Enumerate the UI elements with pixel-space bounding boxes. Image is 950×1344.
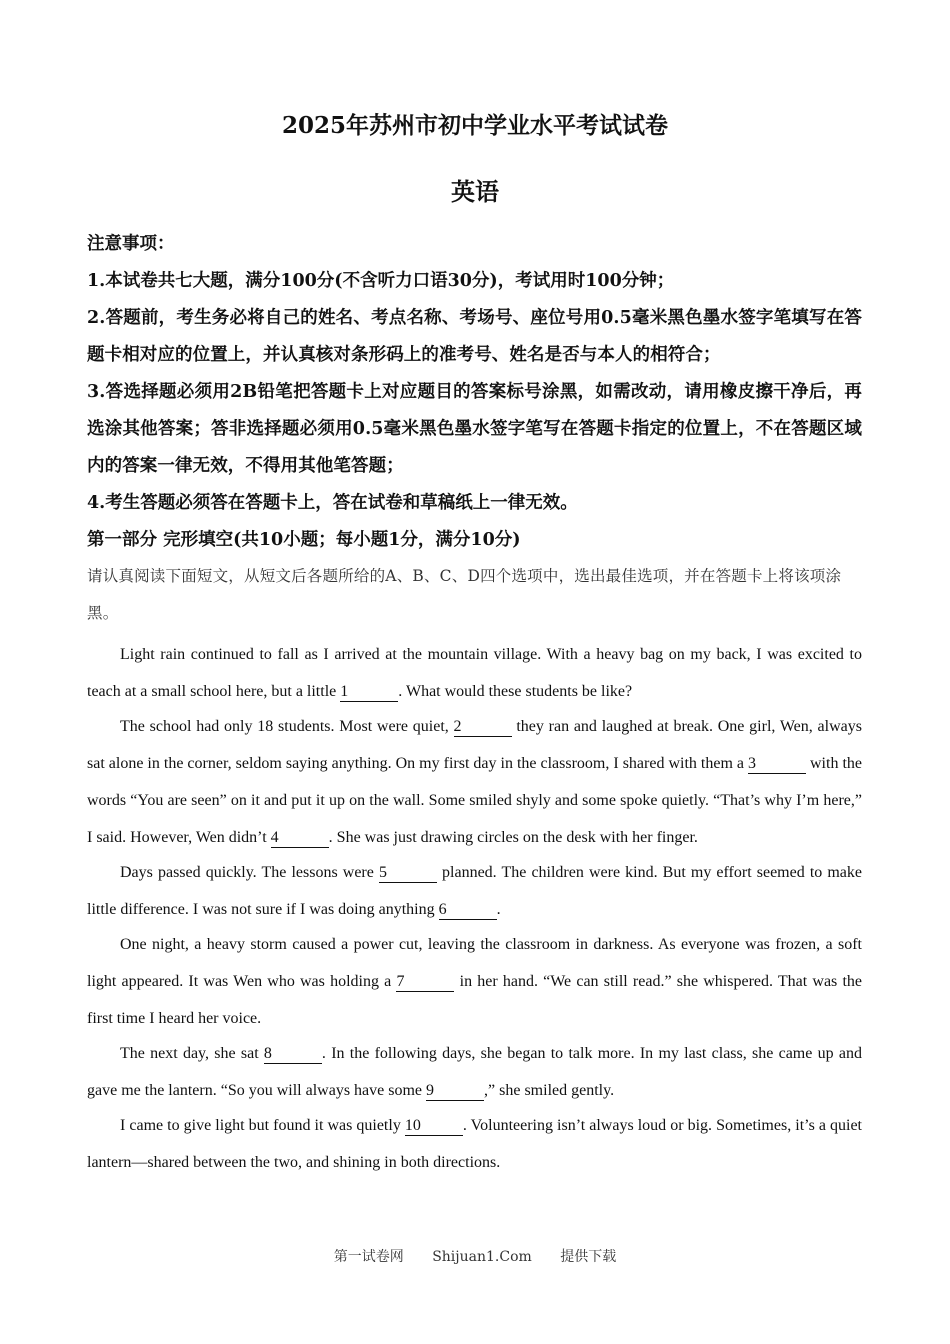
passage-text: ,” she smiled gently. — [484, 1082, 615, 1099]
exam-title: 2025年苏州市初中学业水平考试试卷 — [281, 112, 668, 139]
passage-text: Light rain continued to fall as I arrived at the mountain village. With a heavy bag on my back, I was excited to teach at a small school here, but a little — [87, 646, 862, 700]
passage-text: One night, a heavy storm caused a power cut, leaving the classroom in darkness. As everyone was frozen, a soft light appeared. It was Wen who was holding a — [87, 936, 862, 990]
notice-item-4: 4.考生答题必须答在答题卡上，答在试卷和草稿纸上一律无效。 — [87, 493, 578, 513]
blank-6: 6 — [439, 901, 497, 920]
passage-paragraph-5 — [87, 1035, 862, 1109]
passage-text: in her hand. “We can still read.” she whispered. That was the first time I heard her voice. — [87, 973, 863, 1027]
passage-paragraph-3 — [87, 854, 862, 928]
cloze-passage — [87, 636, 862, 1181]
passage-text: with the words “You are seen” on it and put it up on the wall. Some smiled shyly and some spoke quietly. “That’s why I’m here,” I said. However, Wen didn’t — [87, 755, 862, 846]
section-direction: 请认真阅读下面短文，从短文后各题所给的A、B、C、D四个选项中，选出最佳选项，并在答题卡上将该项涂黑。 — [87, 567, 842, 622]
passage-text: The school had only 18 students. Most were quiet, — [120, 718, 454, 735]
passage-text: I came to give light but found it was quietly — [120, 1117, 405, 1134]
blank-2: 2 — [454, 718, 512, 737]
passage-paragraph-4 — [87, 926, 862, 1037]
passage-text: The next day, she sat — [120, 1045, 264, 1062]
passage-paragraph-6 — [87, 1107, 862, 1181]
footer-note: 提供下载 — [560, 1249, 617, 1265]
notice-item-3: 3.答选择题必须用2B铅笔把答题卡上对应题目的答案标号涂黑，如需改动，请用橡皮擦干净后，再选涂其他答案；答非选择题必须用0.5毫米黑色墨水签字笔写在答题卡指定的位置上，不在答题区域内的答案一律无效，不得用其他笔答题； — [87, 382, 862, 476]
passage-text: . What would these students be like? — [398, 683, 633, 700]
blank-4: 4 — [271, 829, 329, 848]
notice-heading: 注意事项： — [87, 234, 175, 254]
exam-content — [87, 226, 862, 1181]
footer-site-name: 第一试卷网 — [333, 1249, 404, 1265]
notice-item-1: 1.本试卷共七大题，满分100分(不含听力口语30分)，考试用时100分钟； — [87, 271, 675, 291]
blank-3: 3 — [748, 755, 806, 774]
section-title: 第一部分 完形填空(共10小题；每小题1分，满分10分) — [87, 530, 521, 550]
passage-text: . She was just drawing circles on the desk with her finger. — [328, 829, 698, 846]
blank-8: 8 — [264, 1045, 322, 1064]
blank-5: 5 — [379, 864, 437, 883]
passage-text: . Volunteering isn’t always loud or big. Sometimes, it’s a quiet lantern—shared between the two, and shining in both directions. — [87, 1117, 863, 1171]
passage-text: . — [496, 901, 501, 918]
passage-text: . In the following days, she began to talk more. In my last class, she came up and gave me the lantern. “So you will always have some — [87, 1045, 862, 1099]
passage-paragraph-2 — [87, 708, 862, 856]
passage-text: Days passed quickly. The lessons were — [120, 864, 379, 881]
notice-item-2: 2.答题前，考生务必将自己的姓名、考点名称、考场号、座位号用0.5毫米黑色墨水签字笔填写在答题卡相对应的位置上，并认真核对条形码上的准考号、姓名是否与本人的相符合； — [87, 308, 862, 365]
passage-text: they ran and laughed at break. One girl, Wen, always sat alone in the corner, seldom saying anything. On my first day in the classroom, I shared with them a — [87, 718, 862, 772]
blank-1: 1 — [340, 683, 398, 702]
passage-text: planned. The children were kind. But my effort seemed to make little difference. I was not sure if I was doing anything — [87, 864, 863, 918]
blank-7: 7 — [396, 973, 454, 992]
subject-title: 英语 — [451, 177, 499, 206]
blank-10: 10 — [405, 1117, 463, 1136]
page-footer — [0, 1246, 950, 1266]
passage-paragraph-1 — [87, 636, 862, 710]
blank-9: 9 — [426, 1082, 484, 1101]
footer-site-url: Shijuan1.Com — [432, 1249, 532, 1265]
